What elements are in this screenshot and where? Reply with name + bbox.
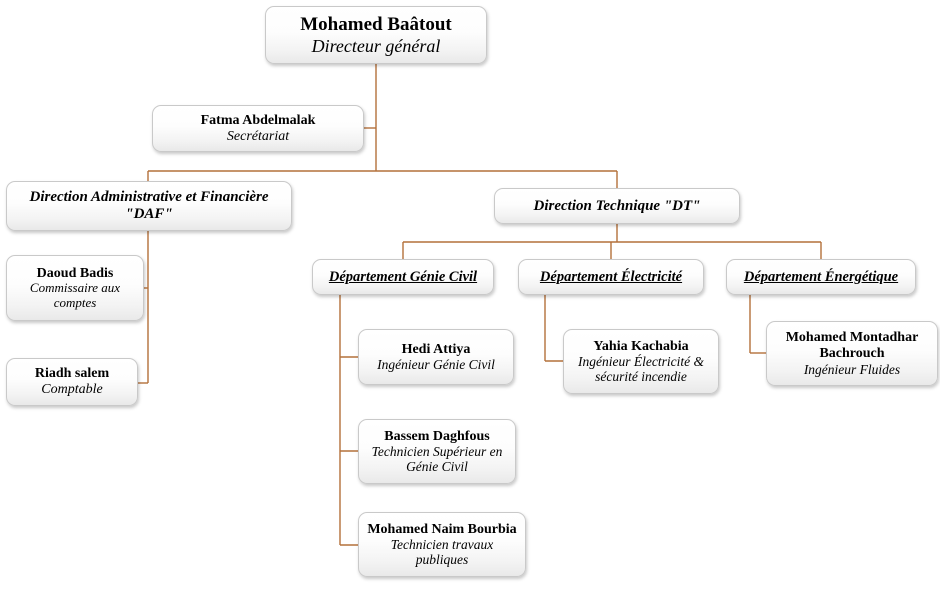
- node-mohamed-naim-bourbia-role: Technicien travaux publiques: [390, 537, 494, 568]
- node-bassem-daghfous-role: Technicien Supérieur en Génie Civil: [371, 444, 503, 475]
- node-mohamed-montadhar-bachrouch[interactable]: [766, 321, 938, 386]
- node-riadh-salem-role: Comptable: [41, 382, 103, 397]
- node-hedi-attiya-role: Ingénieur Génie Civil: [377, 357, 495, 373]
- node-yahia-kachabia-role: Ingénieur Électricité & sécurité incendie: [578, 354, 704, 385]
- node-yahia-kachabia-name: Yahia Kachabia: [593, 338, 689, 354]
- node-yahia-kachabia[interactable]: [563, 329, 719, 394]
- node-hedi-attiya-name: Hedi Attiya: [401, 341, 471, 357]
- node-mohamed-naim-bourbia-name: Mohamed Naim Bourbia: [367, 521, 517, 537]
- node-mohamed-montadhar-bachrouch-role: Ingénieur Fluides: [803, 361, 901, 377]
- node-riadh-salem-name: Riadh salem: [34, 366, 110, 382]
- node-departement-electricite-label: Département Électricité: [539, 268, 683, 285]
- node-daf-label: Direction Administrative et Financière "DAF": [29, 189, 269, 222]
- node-secretariat-name: Fatma Abdelmalak: [200, 112, 316, 128]
- node-riadh-salem[interactable]: [6, 358, 138, 406]
- node-departement-energetique-label: Département Énergétique: [743, 268, 899, 285]
- node-director[interactable]: [265, 6, 487, 64]
- node-bassem-daghfous[interactable]: [358, 419, 516, 484]
- node-daoud-badis-name: Daoud Badis: [36, 265, 114, 281]
- node-mohamed-naim-bourbia[interactable]: [358, 512, 526, 577]
- node-dt[interactable]: [494, 188, 740, 224]
- node-director-name: Mohamed Baâtout: [300, 14, 452, 36]
- node-departement-energetique[interactable]: [726, 259, 916, 295]
- node-daf[interactable]: [6, 181, 292, 231]
- node-departement-genie-civil-label: Département Génie Civil: [328, 268, 478, 285]
- node-departement-electricite[interactable]: [518, 259, 704, 295]
- node-secretariat-role: Secrétariat: [226, 128, 290, 144]
- node-dt-label: Direction Technique "DT": [533, 197, 701, 214]
- node-daoud-badis[interactable]: [6, 255, 144, 321]
- node-hedi-attiya[interactable]: [358, 329, 514, 385]
- node-daoud-badis-role: Commissaire aux comptes: [29, 280, 121, 310]
- node-secretariat[interactable]: [152, 105, 364, 152]
- node-mohamed-montadhar-bachrouch-name: Mohamed Montadhar Bachrouch: [785, 330, 919, 361]
- node-departement-genie-civil[interactable]: [312, 259, 494, 295]
- node-director-role: Directeur général: [311, 35, 441, 56]
- node-bassem-daghfous-name: Bassem Daghfous: [384, 428, 490, 444]
